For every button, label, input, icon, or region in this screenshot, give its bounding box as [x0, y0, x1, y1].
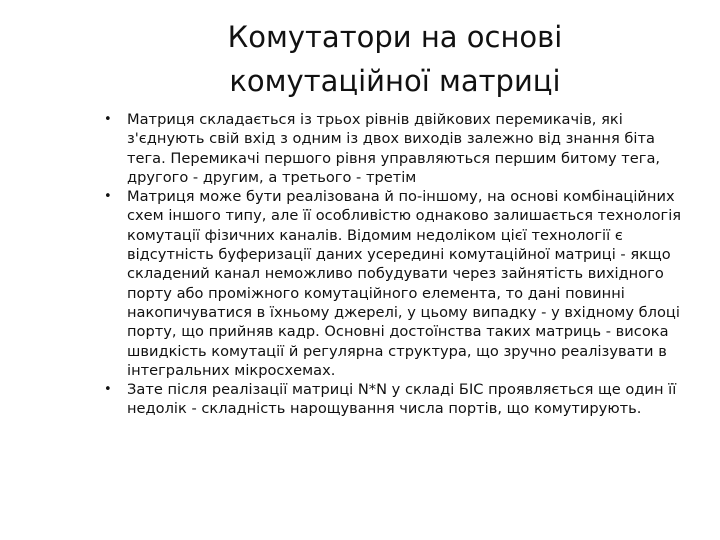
bullet-text: Матриця може бути реалізована й по-іншому, на основі комбінаційних схем іншого типу, але її особливістю однаково залишається технологія комутації фізичних каналів. Відомим недоліком цієї технології є відсутність буферизації даних усередині комутаційної матриці - якщо складений канал неможливо побудувати через зайнятість вихідного порту або проміжного комутаційного елемента, то дані повинні накопичуватися в їхньому джерелі, у цьому випадку - у вхідному блоці порту, що прийняв кадр. Основні достоїнства таких матриць - висока швидкість комутації й регулярна структура, що зручно реалізувати в інтегральних мікросхемах. [127, 188, 682, 379]
bullet-item [104, 380, 694, 419]
bullet-text: Матриця складається із трьох рівнів двійкових перемикачів, які з'єднують свій вхід з одним із двох виходів залежно від знання біта тега. Перемикачі першого рівня управляються першим битому тега, другого - другим, а третього - третім [127, 111, 661, 186]
title-line-2: комутаційної матриці [229, 64, 561, 98]
bullet-text: Зате після реалізації матриці N*N у складі БІС проявляється ще один її недолік - складність нарощування числа портів, що комутирують. [127, 381, 677, 418]
bullet-item [104, 187, 694, 380]
slide-title [0, 15, 720, 103]
bullet-item [104, 110, 694, 187]
bullet-marker: • [104, 189, 112, 205]
bullet-marker: • [104, 112, 112, 127]
bullet-list [104, 110, 694, 419]
bullet-marker: • [104, 382, 112, 398]
title-line-1: Комутатори на основі [227, 20, 563, 54]
